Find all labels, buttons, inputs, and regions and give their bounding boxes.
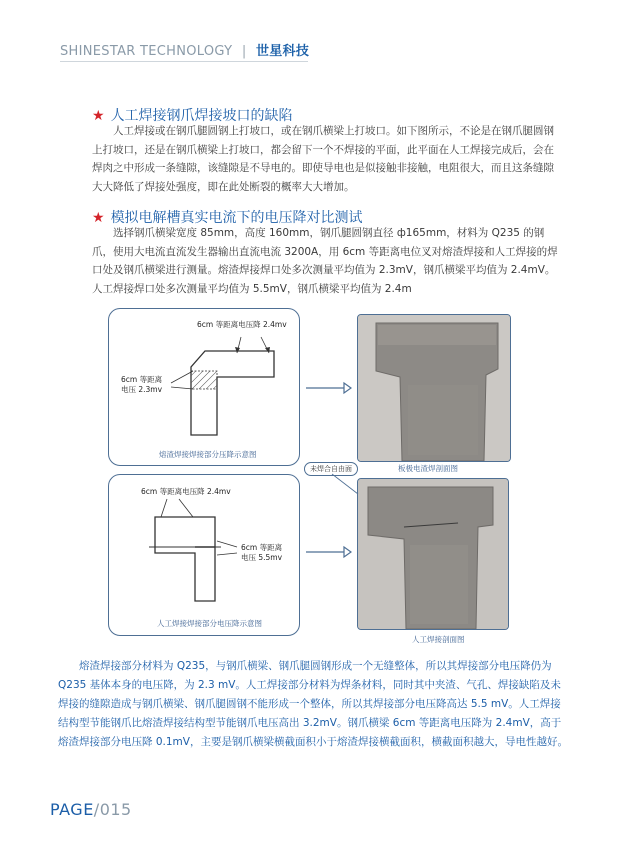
section-title-2-text: 模拟电解槽真实电流下的电压降对比测试 [110,210,363,226]
pointer-line [330,472,360,496]
brand-name-cn: 世星科技 [255,44,310,59]
star-icon: ★ [92,210,105,226]
diagram1-left-label: 6cm 等距离 电压 2.3mv [121,375,163,394]
arrow-right-icon [304,545,352,559]
photo-slag-weld-drawing [358,315,510,461]
conclusion-text: 熔渣焊接部分材料为 Q235，与钢爪横梁、钢爪腿圆钢形成一个无缝整体，所以其焊接部分电压降仍为 Q235 基体本身的电压降，为 2.3 mV。人工焊接部分材料为焊条材料，同时其中夹渣、气孔、焊接缺陷及未焊接的缝隙造成与钢爪横梁、钢爪腿圆钢不能形成一个整体，所以其焊接部分电压降高达 5.5 mV。人工焊接结构型节能钢爪比熔渣焊接结构型节能钢爪电压高出 3.2mV。钢爪横梁 6cm 等距离电压降为 2.4mV，高于熔渣焊接部分电压降 0.1mV，主要是钢爪横梁横截面积小于熔渣焊接横截面积，横截面积越大，导电性越好。 [58,660,568,748]
star-icon: ★ [92,108,105,124]
section-1-text: 人工焊接或在钢爪腿圆钢上打坡口，或在钢爪横梁上打坡口。如下图所示，不论是在钢爪腿圆钢上打坡口，还是在钢爪横梁上打坡口，都会留下一个不焊接的平面，此平面在人工焊接完成后，会在焊肉之中形成一条缝隙，该缝隙是不导电的。即使导电也是似接触非接触，电阻很大，而且这条缝隙大大降低了焊接处强度，即在此处断裂的概率大大增加。 [92,125,554,193]
brand-name: SHINESTAR TECHNOLOGY [60,44,233,59]
header-rule [60,61,308,62]
section-1-paragraph [92,122,562,196]
photo-manual-weld-drawing [358,479,508,629]
diagram-slag-welding [108,308,300,466]
arrow-right-icon [304,381,352,395]
section-2-text: 选择钢爪横梁宽度 85mm，高度 160mm，钢爪腿圆钢直径 ф165mm，材料为 Q235 的钢爪，使用大电流直流发生器输出直流电流 3200A，用 6cm 等距离电位叉对熔渣焊接和人工焊接的焊口处及钢爪横梁进行测量。熔渣焊接焊口处多次测量平均值为 2.3mV，钢爪横梁平均值为 2.4mV。人工焊接焊口处多次测量平均值为 5.5mV，钢爪横梁平均值为 2.4m [92,227,558,295]
diagram1-caption: 熔渣焊接焊接部分压降示意图 [159,450,257,459]
diagram1-top-label: 6cm 等距离电压降 2.4mv [197,320,287,329]
photo-slag-weld-section [357,314,511,462]
conclusion-paragraph [58,657,568,752]
page-number [50,800,132,819]
section-2-paragraph [92,224,562,298]
photo1-caption: 板极电渣焊剖面图 [398,464,458,473]
page-header [60,40,309,59]
page-num: /015 [93,800,132,819]
diagram2-right-label: 6cm 等距离 电压 5.5mv [241,543,283,562]
diagram-manual-welding [108,474,300,636]
photo2-caption: 人工焊接剖面图 [412,635,465,644]
header-separator: | [241,44,247,59]
diagram2-top-label: 6cm 等距离电压降 2.4mv [141,487,231,496]
page-prefix: PAGE [50,800,94,819]
free-surface-label: 未焊合自由面 [304,462,358,476]
photo-manual-weld-section [357,478,509,630]
section-title-1-text: 人工焊接钢爪焊接坡口的缺陷 [110,108,293,124]
diagram2-caption: 人工焊接焊接部分电压降示意图 [157,619,262,628]
